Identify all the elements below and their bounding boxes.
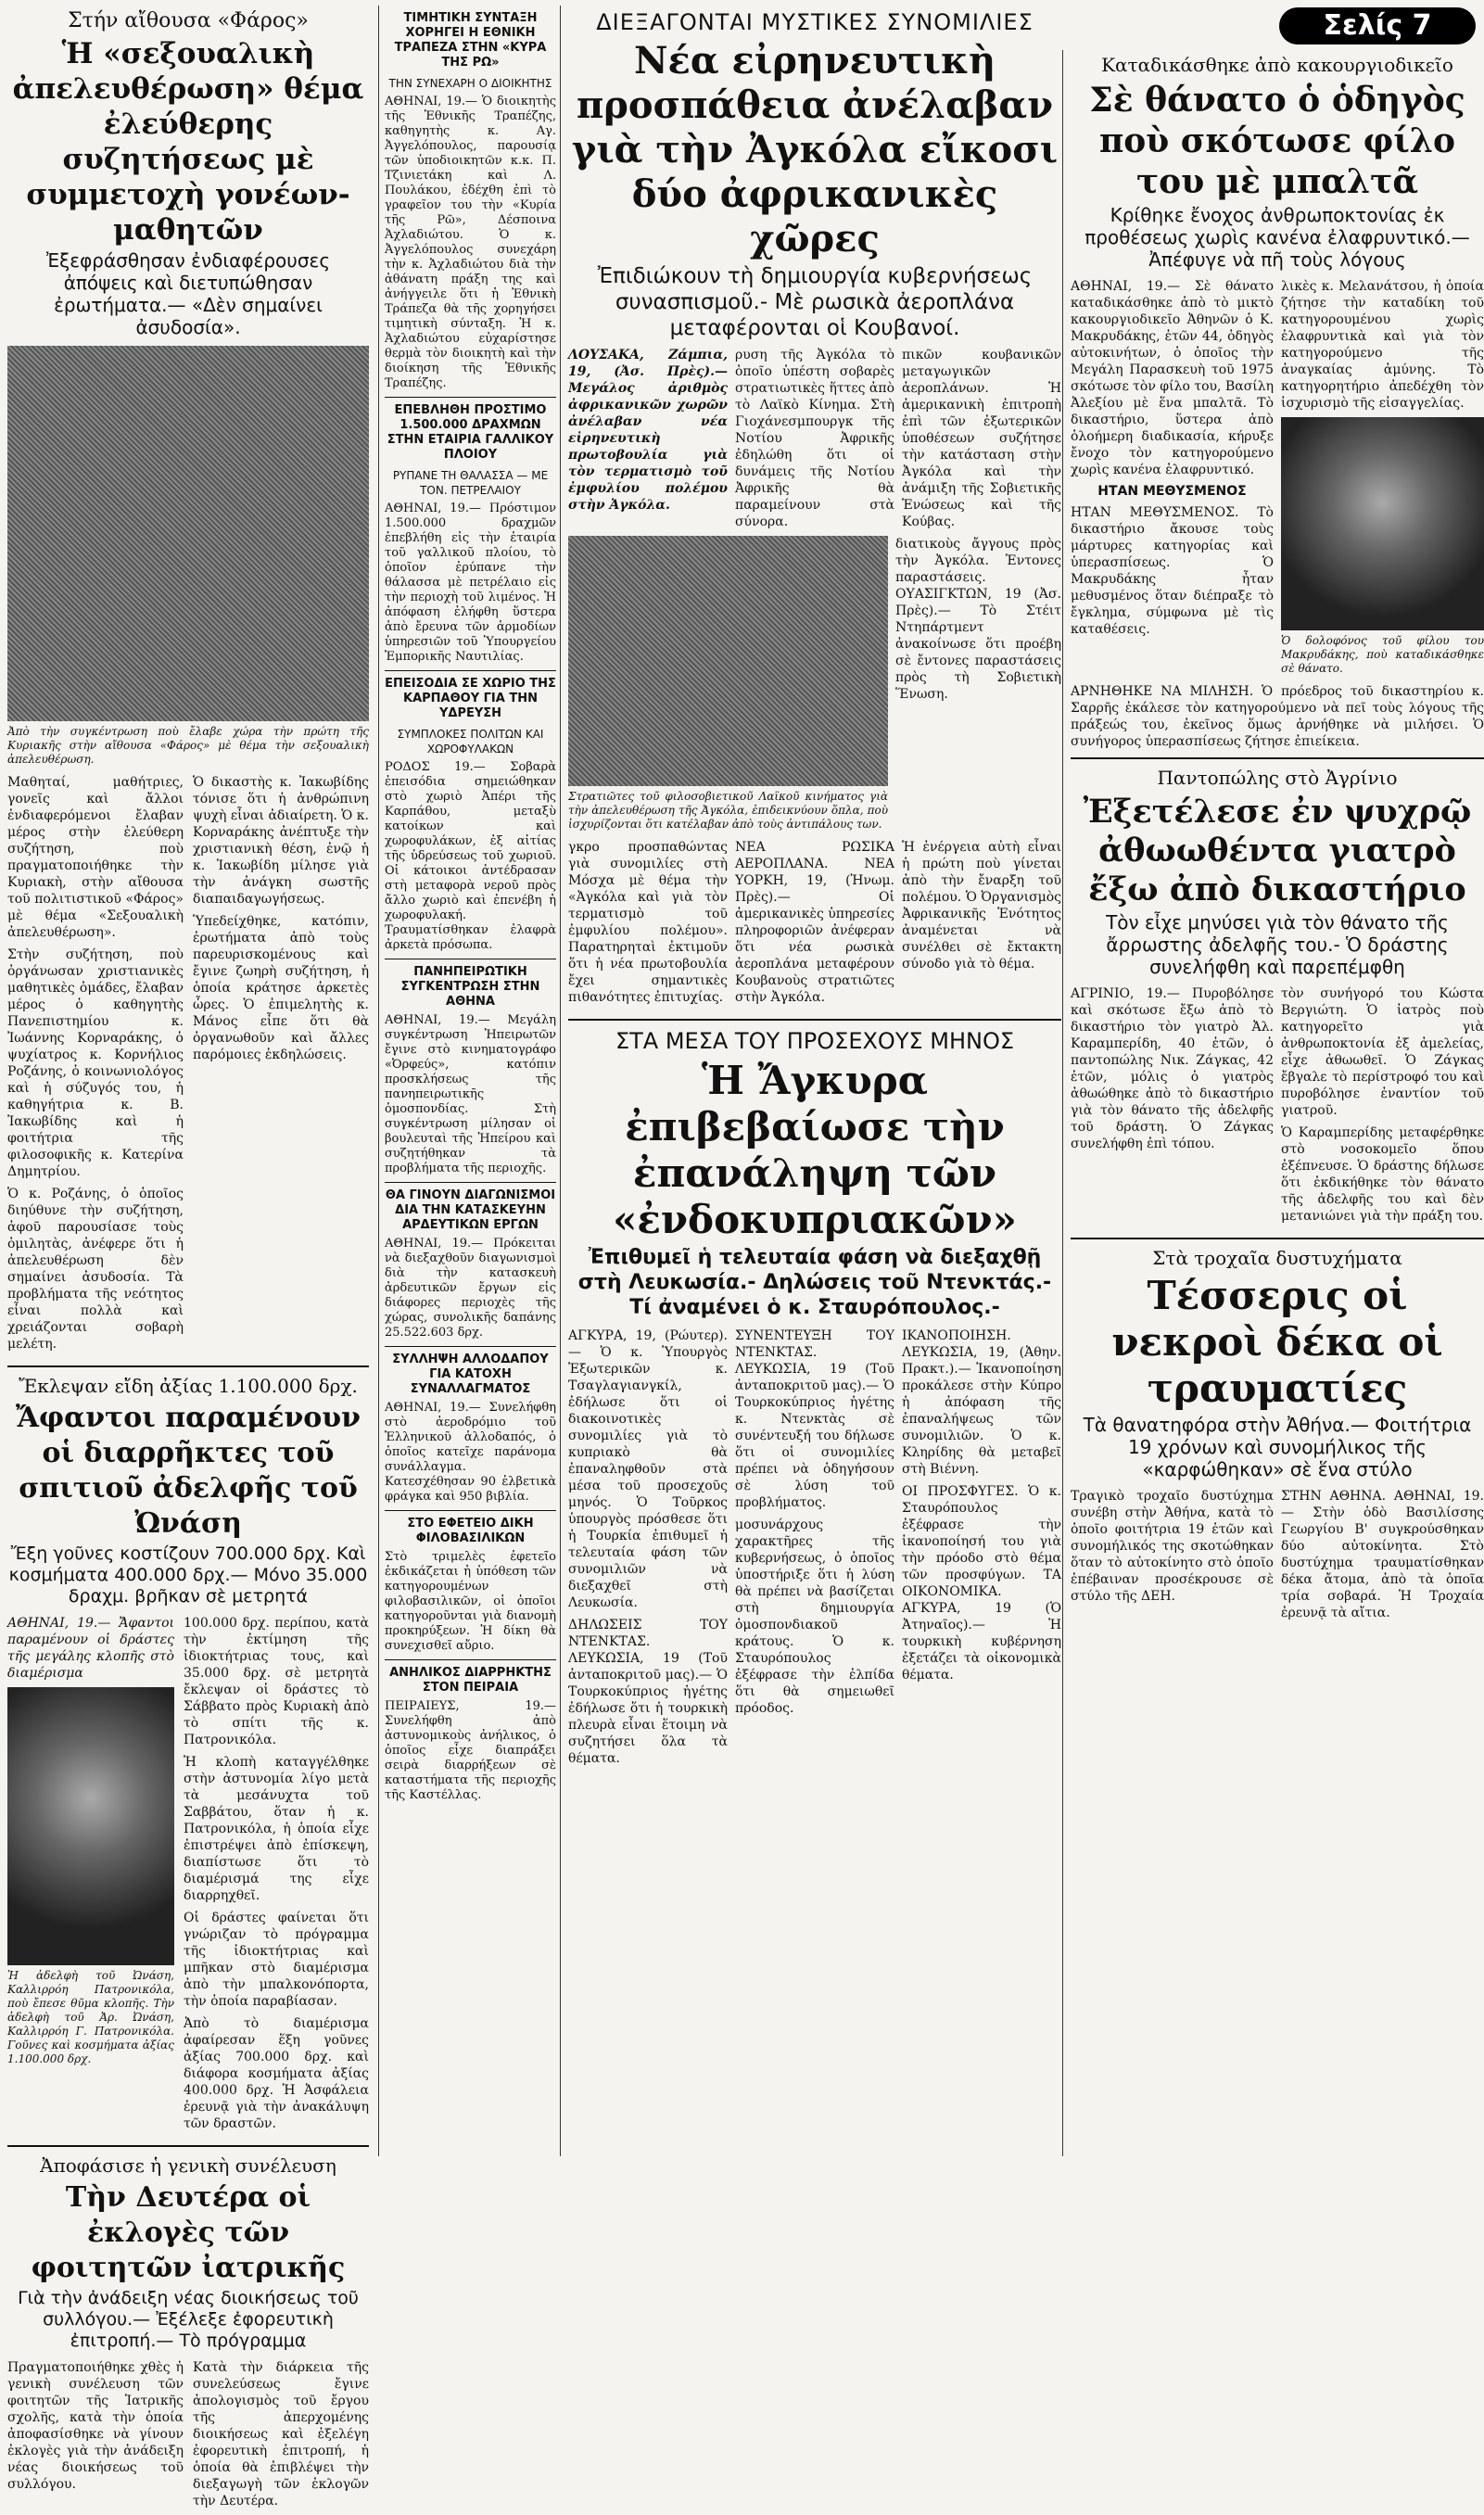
- a3-subheadline: Γιὰ τὴν ἀνάδειξη νέας διοικήσεως τοῦ συλλόγου.— Ἐξέλεξε ἐφορευτικὴ ἐπιτροπή.— Τὸ πρόγραμμα: [18, 2288, 359, 2351]
- b6-headline: ΣΥΛΛΗΨΗ ΑΛΛΟΔΑΠΟΥ ΓΙΑ ΚΑΤΟΧΗ ΣΥΝΑΛΛΑΓΜΑΤΟΣ: [392, 1353, 549, 1396]
- d2-kicker: Παντοπώλης στὸ Ἀγρίνιο: [1157, 767, 1398, 789]
- c1-top-body: [568, 347, 1061, 536]
- a2-lead: ΑΘΗΝΑΙ, 19.— Ἄφαντοι παραμένουν οἱ δράστες τῆς μεγάλης κλοπῆς στὸ διαμέρισμα: [7, 1616, 174, 1681]
- a3-kicker: Ἀποφάσισε ἡ γενικὴ συνέλευση: [40, 2154, 336, 2177]
- d1-subheadline: Κρίθηκε ἔνοχος ἀνθρωποκτονίας ἐκ προθέσεως χωρὶς κανένα ἐλαφρυντικό.— Ἀπέφυγε νὰ πῆ τοὺς λόγους: [1084, 204, 1470, 271]
- a3-body: [7, 2359, 369, 2515]
- divider: [385, 1182, 556, 1183]
- d2-paragraph: τὸν συνήγορό του Κώστα Βεργιώτη. Ὁ ἰατρὸς ποὺ κατηγορεῖτο γιὰ ἀνθρωποκτονία ἐξ ἀμελείας, εἶχε ἀθωωθεῖ. Ὁ Ζάγκας ἔβγαλε τὸ περίστροφό του καὶ πυροβόλησε ἐναντίον τοῦ γιατροῦ.: [1281, 986, 1484, 1118]
- a1-subheadline: Ἐξεφράσθησαν ἐνδιαφέρουσες ἀπόψεις καὶ διετυπώθησαν ἐρωτήματα.— «Δὲν σημαίνει ἀσυδοσία».: [45, 249, 331, 338]
- c1-photo: [568, 536, 888, 786]
- d1-paragraph: ΗΤΑΝ ΜΕΘΥΣΜΕΝΟΣ. Τὸ δικαστήριο ἄκουσε τοὺς μάρτυρες κατηγορίας καὶ ὑπερασπίσεως. Ὁ Μακρυδάκης ἦταν μεθυσμένος ὅταν διέπραξε τὸ ἔγκλημα, σύμφωνα μὲ τὶς καταθέσεις.: [1071, 505, 1274, 637]
- b5-headline: ΘΑ ΓΙΝΟΥΝ ΔΙΑΓΩΝΙΣΜΟΙ ΔΙΑ ΤΗΝ ΚΑΤΑΣΚΕΥΗΝ ΑΡΔΕΥΤΙΚΩΝ ΕΡΓΩΝ: [385, 1188, 556, 1232]
- c1-paragraph: γκρο προσπαθώντας γιὰ συνομιλίες στὴ Μόσχα μὲ θέμα τὴν «Ἀγκόλα καὶ γιὰ τὸν τερματισμὸ τοῦ ἐμφυλίου πολέμου». Παρατηρηταὶ ἐκτιμοῦν ὅτι ἡ νέα πρωτοβουλία ἔχει σημαντικὲς πιθανότητες ἐπιτυχίας.: [568, 840, 728, 1005]
- c2-paragraph: ΙΚΑΝΟΠΟΙΗΣΗ. ΛΕΥΚΩΣΙΑ, 19, (Ἀθην. Πρακτ.).— Ἱκανοποίηση προκάλεσε στὴν Κύπρο ἡ ἀπόφαση τῆς ἐπαναλήψεως τῶν συνομιλιῶν. Ὁ κ. Κληρίδης θὰ μεταβεῖ στὴ Βιέννη.: [902, 1328, 1061, 1477]
- b1-body: ΑΘΗΝΑΙ, 19.— Ὁ διοικητὴς τῆς Ἐθνικῆς Τραπέζης, καθηγητὴς κ. Αγ. Ἀγγελόπουλος, παρουσίᾳ τῶν ὑποδιοικητῶν κ.κ. Π. Τζινιετάκη καὶ Λ. Πουλάκου, ἐδέχθη ἐπὶ τὸ γραφεῖον του τὴν «Κυρία τῆς Ρῶ», Δέσποινα Ἀχλαδιώτου. Ὁ κ. Ἀγγελόπουλος συνεχάρη τὴν κ. Ἀχλαδιώτου διὰ τὴν ἀθάνατη πράξη της καὶ ἀνήγγειλε ὅτι ἡ Ἐθνικὴ Τράπεζα θὰ τῆς χορηγήσει τιμητικὴ σύνταξη. Ἡ κ. Ἀχλαδιώτου εὐχαρίστησε θερμὰ τὸν διοικητὴ καὶ τὴν διοίκηση τῆς Ἐθνικῆς Τραπέζης.: [385, 95, 556, 390]
- d2-paragraph: Ὁ Καραμπερίδης μεταφέρθηκε στὸ νοσοκομεῖο ὅπου ἐξέπνευσε. Ὁ δράστης δήλωσε ὅτι ἐκδικήθηκε τὸν θάνατο τῆς ἀδελφῆς του καὶ δὲν μετανιώνει γιὰ τὴν πράξη του.: [1281, 1125, 1484, 1224]
- b3-body: ΡΟΔΟΣ 19.— Σοβαρὰ ἐπεισόδια σημειώθηκαν στὸ χωριὸ Ἀπέρι τῆς Καρπάθου, μεταξὺ κατοίκων καὶ χωροφυλάκων, ἐξ αἰτίας τῆς ὑδρεύσεως τοῦ χωριοῦ. Οἱ κάτοικοι ἀντέδρασαν στὴ μεταφορὰ νεροῦ πρὸς ἄλλο χωριὸ καὶ ἐπενέβη ἡ χωροφυλακή. Τραυματίσθηκαν ἐλαφρὰ ἀρκετὰ πρόσωπα.: [385, 760, 556, 952]
- d1-paragraph: λικὲς κ. Μελανάτσου, ἡ ὁποία ζήτησε τὴν καταδίκη τοῦ κατηγορουμένου χωρὶς ἐλαφρυντικὰ καὶ γιὰ τὸν κατηγορούμενο τῆς ἀναγκαίας ἀμύνης. Τὸ κατηγορητήριο ἀπεδέχθη τὸν ἰσχυρισμὸ τῆς εἰσαγγελίας.: [1281, 279, 1484, 411]
- d2-paragraph: ΑΓΡΙΝΙΟ, 19.— Πυροβόλησε καὶ σκότωσε ἔξω ἀπὸ τὸ δικαστήριο τὸν γιατρὸ Ἀλ. Καραμπερίδη, 40 ἐτῶν, ὁ παντοπώλης Νικ. Ζάγκας, 42 ἐτῶν, μόλις ὁ γιατρὸς ἀθωώθηκε ἀπὸ τὸ δικαστήριο γιὰ τὸν θάνατο τῆς ἀδελφῆς τοῦ δράστη. Ὁ Ζάγκας συνελήφθη ἐπὶ τόπου.: [1071, 986, 1274, 1151]
- a1-paragraph: Ὁ κ. Ροζάνης, ὁ ὁποῖος διηύθυνε τὴν συζήτηση, ἀφοῦ παρουσίασε τοὺς ὁμιλητὰς, ἀνέφερε ὅτι ἡ ἀπελευθέρωση δὲν σημαίνει ἀσυδοσία. Τὰ προβλήματα τῆς νεότητος εἶναι πολλὰ καὶ χρειάζονται σοβαρὴ μελέτη.: [7, 1187, 184, 1352]
- c2-headline: Ἡ Ἄγκυρα ἐπιβεβαίωσε τὴν ἐπανάληψη τῶν «ἐνδοκυπριακῶν»: [613, 1058, 1017, 1242]
- c1-paragraph: πικῶν κουβανικῶν μεταγωγικῶν ἀεροπλάνων. Ἡ ἀμερικανικὴ ἐπιτροπὴ ἐπὶ τῶν ἐξωτερικῶν ὑποθέσεων συζήτησε τὴν κατάσταση στὴν Ἀγκόλα καὶ τὴν ἀνάμιξη τῆς Σοβιετικῆς Ἑνώσεως καὶ τῆς Κούβας.: [902, 348, 1061, 529]
- center-column: [560, 6, 1061, 2156]
- b2-headline: ΕΠΕΒΛΗΘΗ ΠΡΟΣΤΙΜΟ 1.500.000 ΔΡΑΧΜΩΝ ΣΤΗΝ ΕΤΑΙΡΙΑ ΓΑΛΛΙΚΟΥ ΠΛΟΙΟΥ: [387, 403, 554, 462]
- d1-section-label: ΗΤΑΝ ΜΕΘΥΣΜΕΝΟΣ: [1097, 484, 1247, 499]
- a1-photo: [7, 346, 369, 721]
- a3-paragraph: Πραγματοποιήθηκε χθὲς ἡ γενικὴ συνέλευση τῶν φοιτητῶν τῆς Ἰατρικῆς σχολῆς, κατὰ τὴν ὁποία ἀποφασίσθηκε νὰ γίνουν ἐκλογὲς γιὰ τὴν ἀνάδειξη νέας διοικήσεως τοῦ συλλόγου.: [7, 2360, 184, 2492]
- c2-subheadline: Ἐπιθυμεῖ ἡ τελευταία φάση νὰ διεξαχθῇ στὴ Λευκωσία.- Δηλώσεις τοῦ Ντενκτάς.- Τί ἀναμένει ὁ κ. Σταυρόπουλος.-: [577, 1246, 1052, 1319]
- a1-caption: Ἀπὸ τὴν συγκέντρωση ποὺ ἔλαβε χώρα τὴν πρώτη τῆς Κυριακῆς στὴν αἴθουσα «Φάρος» μὲ θέμα τὴν σεξουαλικὴ ἀπελευθέρωση.: [7, 725, 369, 766]
- b4-body: ΑΘΗΝΑΙ, 19.— Μεγάλη συγκέντρωση Ἠπειρωτῶν ἔγινε στὸ κινηματογράφο «Ὀρφεύς», κατόπιν προσκλήσεως τῆς πανηπειρωτικῆς ὁμοσπονδίας. Στὴ συγκέντρωση μίλησαν οἱ βουλευταὶ τῆς Ἠπείρου καὶ συζητήθηκαν τὰ προβλήματα τῆς περιοχῆς.: [385, 1013, 556, 1175]
- a2-paragraph: 100.000 δρχ. περίπου, κατὰ τὴν ἐκτίμηση τῆς ἰδιοκτήτριας τους, καὶ 35.000 δρχ. σὲ μετρητὰ ἔκλεψαν οἱ δράστες τὸ Σάββατο πρὸς Κυριακὴ ἀπὸ τὸ σπίτι τῆς κ. Πατρονικόλα.: [184, 1616, 369, 1747]
- c1-kicker: ΔΙΕΞΑΓΟΝΤΑΙ ΜΥΣΤΙΚΕΣ ΣΥΝΟΜΙΛΙΕΣ: [596, 9, 1034, 35]
- c2-body: [568, 1327, 1061, 1772]
- a1-paragraph: Ὁ δικαστὴς κ. Ἰακωβίδης τόνισε ὅτι ἡ ἀνθρώπινη ψυχὴ εἶναι ἀδιαίρετη. Ὁ κ. Κορναράκης ἀνέπτυξε τὴν χριστιανικὴ θέση, ἐνῷ ἡ κ. Ἰακωβίδη μίλησε γιὰ τὴν ἀνάγκη σωστῆς διαπαιδαγωγήσεως.: [193, 775, 369, 907]
- b7-headline: ΣΤΟ ΕΦΕΤΕΙΟ ΔΙΚΗ ΦΙΛΟΒΑΣΙΛΙΚΩΝ: [407, 1517, 534, 1545]
- d2-headline: Ἐξετέλεσε ἐν ψυχρῷ ἀθωωθέντα γιατρὸ ἔξω ἀπὸ δικαστήριο: [1083, 793, 1472, 908]
- c1-lower-body: [568, 839, 1061, 1011]
- divider: [7, 2145, 369, 2147]
- middle-column: [378, 6, 556, 2156]
- a2-headline: Ἄφαντοι παραμένουν οἱ διαρρῆκτες τοῦ σπιτιοῦ ἀδελφῆς τοῦ Ὠνάση: [16, 1402, 361, 1540]
- a1-kicker: Στήν αἴθουσα «Φάρος»: [68, 9, 309, 32]
- a2-kicker: Ἔκλεψαν εἴδη ἀξίας 1.100.000 δρχ.: [19, 1375, 358, 1397]
- b5-body: ΑΘΗΝΑΙ, 19.— Πρόκειται νὰ διεξαχθοῦν διαγωνισμοὶ διὰ τὴν κατασκευὴ ἀρδευτικῶν ἔργων εἰς διάφορες περιοχὲς τῆς χώρας, συνολικῆς δαπάνης 25.522.603 δρχ.: [385, 1237, 556, 1340]
- c1-caption: Στρατιῶτες τοῦ φιλοσοβιετικοῦ Λαϊκοῦ κινήματος γιὰ τὴν ἀπελευθέρωση τῆς Ἀγκόλα, ἐπιδεικνύουν ὅπλα, ποὺ ἰσχυρίζονται ὅτι κατέλαβαν ἀπὸ τοὺς ἀντιπάλους των.: [568, 790, 888, 831]
- a2-paragraph: Ἡ κλοπὴ καταγγέλθηκε στὴν ἀστυνομία λίγο μετὰ τὰ μεσάνυχτα τοῦ Σαββάτου, ὅταν ἡ κ. Πατρονικόλα, ἡ ὁποία εἶχε ἐπιστρέψει ἀπὸ ἐπίσκεψη, διαπίστωσε ὅτι τὸ διαμέρισμά της εἶχε διαρρηχθεῖ.: [184, 1755, 369, 1903]
- left-column: [7, 6, 369, 2509]
- a2-portrait-photo: [7, 1687, 174, 1965]
- a2-paragraph: Οἱ δράστες φαίνεται ὅτι γνώριζαν τὸ πρόγραμμα τῆς ἰδιοκτήτριας καὶ μπῆκαν στὸ διαμέρισμα ἀπὸ τὴν μπαλκονόπορτα, τὴν ὁποία παραβίασαν.: [184, 1911, 369, 2009]
- d3-body: [1071, 1488, 1484, 1627]
- divider: [385, 670, 556, 671]
- b1-subheadline: ΤΗΝ ΣΥΝΕΧΑΡΗ Ο ΔΙΟΙΚΗΤΗΣ: [388, 77, 552, 90]
- c2-paragraph: ΔΗΛΩΣΕΙΣ ΤΟΥ ΝΤΕΝΚΤΑΣ. ΛΕΥΚΩΣΙΑ, 19 (Τοῦ ἀνταποκριτοῦ μας).— Ὁ Τουρκοκύπριος ἡγέτης ἐδήλωσε ὅτι ἡ τουρκικὴ πλευρὰ εἶναι ἕτοιμη νὰ συζητήσει ὅλα τὰ θέματα.: [568, 1618, 728, 1766]
- d1-kicker: Καταδικάσθηκε ἀπὸ κακουργιοδικεῖο: [1101, 54, 1453, 76]
- a3-headline: Τὴν Δευτέρα οἱ ἐκλογὲς τῶν φοιτητῶν ἰατρικῆς: [31, 2181, 346, 2284]
- a2-caption: Ἡ ἀδελφὴ τοῦ Ὠνάση, Καλλιρρόη Πατρονικόλα, ποὺ ἔπεσε θῦμα κλοπῆς. Τὴν ἀδελφὴ τοῦ Ἀρ. Ὠνάση, Καλλιρρόη Γ. Πατρονικόλα. Γοῦνες καὶ κοσμήματα ἀξίας 1.100.000 δρχ.: [7, 1969, 174, 2065]
- d3-headline: Τέσσερις οἱ νεκροὶ δέκα οἱ τραυματίες: [1111, 1273, 1443, 1411]
- divider: [385, 1659, 556, 1660]
- d1-portrait-photo: [1281, 417, 1484, 630]
- d3-subheadline: Τὰ θανατηφόρα στὴν Ἀθήνα.— Φοιτήτρια 19 χρόνων καὶ συνομήλικος τῆς «καρφώθηκαν» σὲ ἕνα στύλο: [1083, 1414, 1472, 1480]
- b7-body: Στὸ τριμελὲς ἐφετεῖο ἐκδικάζεται ἡ ὑπόθεση τῶν κατηγορουμένων φιλοβασιλικῶν, οἱ ὁποῖοι κατηγοροῦνται γιὰ διανομὴ προκηρύξεων. Ἡ δίκη θὰ συνεχισθεῖ αὔριο.: [385, 1550, 556, 1653]
- b4-headline: ΠΑΝΗΠΕΙΡΩΤΙΚΗ ΣΥΓΚΕΝΤΡΩΣΗ ΣΤΗΝ ΑΘΗΝΑ: [400, 965, 540, 1009]
- b1-headline: ΤΙΜΗΤΙΚΗ ΣΥΝΤΑΞΗ ΧΟΡΗΓΕΙ Η ΕΘΝΙΚΗ ΤΡΑΠΕΖΑ ΣΤΗΝ «ΚΥΡΑ ΤΗΣ ΡΩ»: [394, 11, 547, 70]
- a1-paragraph: Στὴν συζήτηση, ποὺ ὀργάνωσαν χριστιανικὲς μαθητικὲς ὁμάδες, ἔλαβαν μέρος ὁ καθηγητὴς Πανεπιστημίου κ. Ἰωάννης Κορναράκης, ὁ ψυχίατρος κ. Κορνήλιος Ροζάνης, ὁ κοινωνιολόγος καὶ ἡ σύζυγός του, ἡ καθηγήτρια κ. Β. Ἰακωβίδης καὶ ἡ φοιτήτρια τῆς φιλοσοφικῆς κ. Κατερίνα Δημητρίου.: [7, 947, 184, 1179]
- b8-headline: ΑΝΗΛΙΚΟΣ ΔΙΑΡΡΗΚΤΗΣ ΣΤΟΝ ΠΕΙΡΑΙΑ: [389, 1666, 552, 1695]
- d2-body: [1071, 985, 1484, 1230]
- b3-headline: ΕΠΕΙΣΟΔΙΑ ΣΕ ΧΩΡΙΟ ΤΗΣ ΚΑΡΠΑΘΟΥ ΓΙΑ ΤΗΝ ΥΔΡΕΥΣΗ: [385, 677, 556, 720]
- c2-paragraph: ΑΓΚΥΡΑ, 19, (Ρώυτερ).— Ὁ κ. Ὑπουργὸς Ἐξωτερικῶν κ. Τσαγλαγιανγκίλ, ἐδήλωσε ὅτι οἱ διακοινοτικὲς συνομιλίες γιὰ τὸ κυπριακὸ θὰ ἐπαναληφθοῦν στὰ μέσα τοῦ προσεχοῦς μηνός. Ὁ Τοῦρκος ὑπουργὸς πρόσθεσε ὅτι ἡ Τουρκία ἐπιθυμεῖ ἡ τελευταία φάση τῶν συνομιλιῶν νὰ διεξαχθεῖ στὴ Λευκωσία.: [568, 1328, 728, 1610]
- b2-body: ΑΘΗΝΑΙ, 19.— Πρόστιμον 1.500.000 δραχμῶν ἐπεβλήθη εἰς τὴν ἐταιρία τοῦ γαλλικοῦ πλοίου, τὸ ὁποῖον ἐρύπανε τὴν θάλασσα μὲ πετρέλαιο εἰς τὴν περιοχὴ τοῦ λιμένος. Ἡ ἀπόφαση ἐλήφθη ὕστερα ἀπὸ ἔρευνα τῶν ἁρμοδίων ὑπηρεσιῶν τοῦ Ὑπουργείου Ἐμπορικῆς Ναυτιλίας.: [385, 502, 556, 664]
- d3-kicker: Στὰ τροχαῖα δυστυχήματα: [1152, 1247, 1402, 1269]
- c2-kicker: ΣΤΑ ΜΕΣΑ ΤΟΥ ΠΡΟΣΕΧΟΥΣ ΜΗΝΟΣ: [615, 1028, 1015, 1054]
- a3-paragraph: Κατὰ τὴν διάρκεια τῆς συνελεύσεως ἔγινε ἀπολογισμὸς τοῦ ἔργου τῆς ἀπερχομένης διοικήσεως καὶ ἐξελέγη ἐφορευτικὴ ἐπιτροπή, ἡ ὁποία θὰ ἐπιβλέψει τὴν διεξαγωγὴ τῶν ἐκλογῶν τὴν Δευτέρα.: [193, 2360, 369, 2509]
- a1-headline: Ἡ «σεξουαλικὴ ἀπελευθέρωση» θέμα ἐλεύθερης συζητήσεως μὲ συμμετοχὴ γονέων-μαθητῶν: [12, 37, 364, 247]
- b2-subheadline: ΡΥΠΑΝΕ ΤΗ ΘΑΛΑΣΣΑ — ΜΕ ΤΟΝ. ΠΕΤΡΕΛΑΙΟΥ: [392, 469, 549, 497]
- d1-paragraph: ΑΘΗΝΑΙ, 19.— Σὲ θάνατο καταδικάσθηκε ἀπὸ τὸ μικτὸ κακουργιοδικεῖο Ἀθηνῶν ὁ Κ. Μακρυδάκης, ἐτῶν 44, ὁδηγὸς αὐτοκινήτων, ὁ ὁποῖος τὴν Μεγάλη Παρασκευὴ τοῦ 1975 σκότωσε τὸν φίλο του, Βασίλη Ἀλεξίου μὲ ἕνα μπαλτᾶ. Τὸ δικαστήριο, ὕστερα ἀπὸ ὁλοήμερη διαδικασία, κήρυξε ἔνοχο τὸν κατηγορούμενο χωρὶς κανένα ἐλαφρυντικό.: [1071, 279, 1274, 477]
- c1-paragraph: ρυση τῆς Ἀγκόλα τὸ ὁποῖο ὑπέστη σοβαρὲς στρατιωτικὲς ἥττες ἀπὸ τὸ Λαϊκὸ Κίνημα. Στὴ Γιοχάνεσμπουργκ τῆς Νοτίου Ἀφρικῆς ἐδηλώθη ὅτι οἱ δυνάμεις τῆς Νοτίου Ἀφρικῆς θὰ παραμείνουν στὰ σύνορα.: [735, 348, 894, 529]
- divider: [385, 1346, 556, 1347]
- a1-body: [7, 774, 369, 1358]
- divider: [385, 397, 556, 398]
- a1-paragraph: Ὑπεδείχθηκε, κατόπιν, ἐρωτήματα ἀπὸ τοὺς παρευρισκομένους καὶ ἔγινε ζωηρὴ συζήτηση, ἡ ὁποία κράτησε ἀρκετὲς ὧρες. Ὁ ἐπιμελητὴς κ. Μάνος εἶπε ὅτι θὰ ὀργανωθοῦν καὶ ἄλλες παρόμοιες ἐκδηλώσεις.: [193, 914, 369, 1062]
- c1-paragraph: ΝΕΑ ΡΩΣΙΚΑ ΑΕΡΟΠΛΑΝΑ. ΝΕΑ ΥΟΡΚΗ, 19, (Ἠνωμ. Πρὲς).— Οἱ ἀμερικανικὲς ὑπηρεσίες πληροφοριῶν ἀνέφεραν ὅτι νέα ρωσικὰ ἀεροπλάνα μεταφέρουν Κουβανοὺς στρατιῶτες στὴν Ἀγκόλα.: [735, 840, 895, 1005]
- right-column: [1062, 50, 1484, 2156]
- b3-subheadline: ΣΥΜΠΛΟΚΕΣ ΠΟΛΙΤΩΝ ΚΑΙ ΧΩΡΟΦΥΛΑΚΩΝ: [397, 728, 544, 756]
- b6-body: ΑΘΗΝΑΙ, 19.— Συνελήφθη στὸ ἀεροδρόμιο τοῦ Ἑλληνικοῦ ἀλλοδαπός, ὁ ὁποῖος κατεῖχε παράνομα συνάλλαγμα. Κατεσχέθησαν 90 ἑλβετικὰ φράγκα καὶ 950 βιβλία.: [385, 1401, 556, 1504]
- c1-paragraph: διατικοὺς ἄγγους πρὸς τὴν Ἀγκόλα. Ἐντονες παραστάσεις. ΟΥΑΣΙΓΚΤΩΝ, 19 (Ἀσ. Πρὲς).— Τὸ Στέιτ Ντηπάρτμεντ ἀνακοίνωσε ὅτι προέβη σὲ ἔντονες παραστάσεις πρὸς τὴ Σοβιετικὴ Ἕνωση.: [895, 537, 1061, 702]
- c2-paragraph: μοσυνάρχους χαρακτῆρες τῆς κυβερνήσεως, ὁ ὁποῖος ὑποστήριξε ὅτι ἡ λύση θὰ πρέπει νὰ βασίζεται στὴ δημιουργία ὁμοσπονδιακοῦ κράτους. Ὁ κ. Σταυρόπουλος ἐξέφρασε τὴν ἐλπίδα ὅτι θὰ σημειωθεῖ πρόοδος.: [735, 1518, 894, 1716]
- d1-caption: Ὁ δολοφόνος τοῦ φίλου του Μακρυδάκης, ποὺ καταδικάσθηκε σὲ θάνατο.: [1281, 634, 1484, 675]
- c1-subheadline: Ἐπιδιώκουν τὴ δημιουργία κυβερνήσεως συνασπισμοῦ.- Μὲ ρωσικὰ ἀεροπλάνα μεταφέρονται οἱ Κουβανοί.: [597, 264, 1033, 340]
- divider: [7, 1365, 369, 1367]
- a2-body: [7, 1615, 369, 2138]
- page-number-badge: Σελίς 7: [1279, 7, 1476, 44]
- b8-body: ΠΕΙΡΑΙΕΥΣ, 19.— Συνελήφθη ἀπὸ ἀστυνομικοὺς ἀνήλικος, ὁ ὁποῖος εἶχε διαπράξει σειρὰ διαρρήξεων σὲ καταστήματα τῆς περιοχῆς τῆς Καστέλλας.: [385, 1699, 556, 1802]
- a2-subheadline: Ἔξη γοῦνες κοστίζουν 700.000 δρχ. Καὶ κοσμήματα 400.000 δρχ.— Μόνο 35.000 δραχμ. βρῆκαν σὲ μετρητά: [8, 1543, 368, 1607]
- d1-body: [1071, 278, 1484, 683]
- divider: [1071, 757, 1484, 759]
- divider: [1071, 1238, 1484, 1239]
- d3-paragraph: Τραγικὸ τροχαῖο δυστύχημα συνέβη στὴν Ἀθήνα, κατὰ τὸ ὁποῖο φοιτήτρια 19 ἐτῶν καὶ συνομήλικός της σκοτώθηκαν ὅταν τὸ αὐτοκίνητο στὸ ὁποῖο ἐπέβαιναν προσέκρουσε σὲ στύλο τῆς ΔΕΗ.: [1071, 1489, 1274, 1604]
- c2-paragraph: ΟΙ ΠΡΟΣΦΥΓΕΣ. Ὁ κ. Σταυρόπουλος ἐξέφρασε τὴν ἱκανοποίησή του γιὰ τὴν πρόοδο στὸ θέμα τῶν προσφύγων. ΤΑ ΟΙΚΟΝΟΜΙΚΑ. ΑΓΚΥΡΑ, 19 (Ὁ Ἀτηναῖος).— Ἡ τουρκικὴ κυβέρνηση ἐξετάζει τὰ οἰκονομικὰ θέματα.: [902, 1484, 1061, 1683]
- c1-lead: ΛΟΥΣΑΚΑ, Ζάμπια, 19, (Ἀσ. Πρὲς).— Μεγάλος ἀριθμὸς ἀφρικανικῶν χωρῶν ἀνέλαβαν νέα εἰρηνευτικὴ πρωτοβουλία γιὰ τὸν τερματισμὸ τοῦ ἐμφυλίου πολέμου στὴν Ἀγκόλα.: [568, 348, 728, 513]
- d1-paragraph: ΑΡΝΗΘΗΚΕ ΝΑ ΜΙΛΗΣΗ. Ὁ πρόεδρος τοῦ δικαστηρίου κ. Σαρρῆς ἐκάλεσε τὸν κατηγορούμενο νὰ πεῖ τοὺς λόγους τῆς πράξεώς του, ἐκεῖνος ὅμως ἀρνήθηκε νὰ μιλήσει. Ὁ συνήγορος ὑπερασπίσεως ζήτησε ἐπιείκεια.: [1071, 684, 1484, 749]
- a1-paragraph: Μαθηταί, μαθήτριες, γονεῖς καὶ ἄλλοι ἐνδιαφερόμενοι ἔλαβαν μέρος στὴν ἐλεύθερη συζήτηση, ποὺ πραγματοποιήθηκε τὴν Κυριακὴ, στὴν αἴθουσα τοῦ πολιτιστικοῦ «Φάρος» μὲ θέμα «Σεξουαλικὴ ἀπελευθέρωση».: [7, 775, 184, 940]
- c1-photo-row: [568, 536, 1061, 839]
- divider: [385, 1510, 556, 1511]
- c1-headline: Νέα εἰρηνευτικὴ προσπάθεια ἀνέλαβαν γιὰ τὴν Ἀγκόλα εἴκοσι δύο ἀφρικανικὲς χῶρες: [571, 39, 1059, 260]
- d1-headline: Σὲ θάνατο ὁ ὁδηγὸς ποὺ σκότωσε φίλο του μὲ μπαλτᾶ: [1089, 81, 1465, 201]
- a2-paragraph: Ἀπὸ τὸ διαμέρισμα ἀφαίρεσαν ἕξη γοῦνες ἀξίας 700.000 δρχ. καὶ διάφορα κοσμήματα ἀξίας 400.000 δρχ. Ἡ Ἀσφάλεια ἐρευνᾷ γιὰ τὴν ἀνακάλυψη τῶν δραστῶν.: [184, 2016, 369, 2131]
- d3-paragraph: ΣΤΗΝ ΑΘΗΝΑ. ΑΘΗΝΑΙ, 19.— Στὴν ὁδὸ Βασιλίσσης Γεωργίου Β' συγκρούσθηκαν δύο αὐτοκίνητα. Στὸ δυστύχημα τραυματίσθηκαν δέκα ἄτομα, ἀπὸ τὰ ὁποῖα τρία σοβαρά. Ἡ Τροχαία ἐρευνᾷ τὰ αἴτια.: [1281, 1489, 1484, 1620]
- c2-paragraph: ΣΥΝΕΝΤΕΥΞΗ ΤΟΥ ΝΤΕΝΚΤΑΣ. ΛΕΥΚΩΣΙΑ, 19 (Τοῦ ἀνταποκριτοῦ μας).— Ὁ Τουρκοκύπριος ἡγέτης κ. Ντενκτὰς σὲ συνέντευξή του δήλωσε ὅτι οἱ συνομιλίες πρέπει νὰ ὁδηγήσουν σὲ λύση τοῦ προβλήματος.: [735, 1328, 894, 1510]
- c1-paragraph: Ἡ ἐνέργεια αὐτὴ εἶναι ἡ πρώτη ποὺ γίνεται ἀπὸ τὴν ἔναρξη τοῦ πολέμου. Ὁ Ὀργανισμὸς Ἀφρικανικῆς Ἑνότητος ἀναμένεται νὰ συνέλθει σὲ ἔκτακτη σύνοδο γιὰ τὸ θέμα.: [902, 840, 1061, 972]
- d2-subheadline: Τὸν εἶχε μηνύσει γιὰ τὸν θάνατο τῆς ἄρρωστης ἀδελφῆς του.- Ὁ δράστης συνελήφθη καὶ παρεπέμφθη: [1106, 911, 1449, 978]
- divider: [568, 1019, 1061, 1021]
